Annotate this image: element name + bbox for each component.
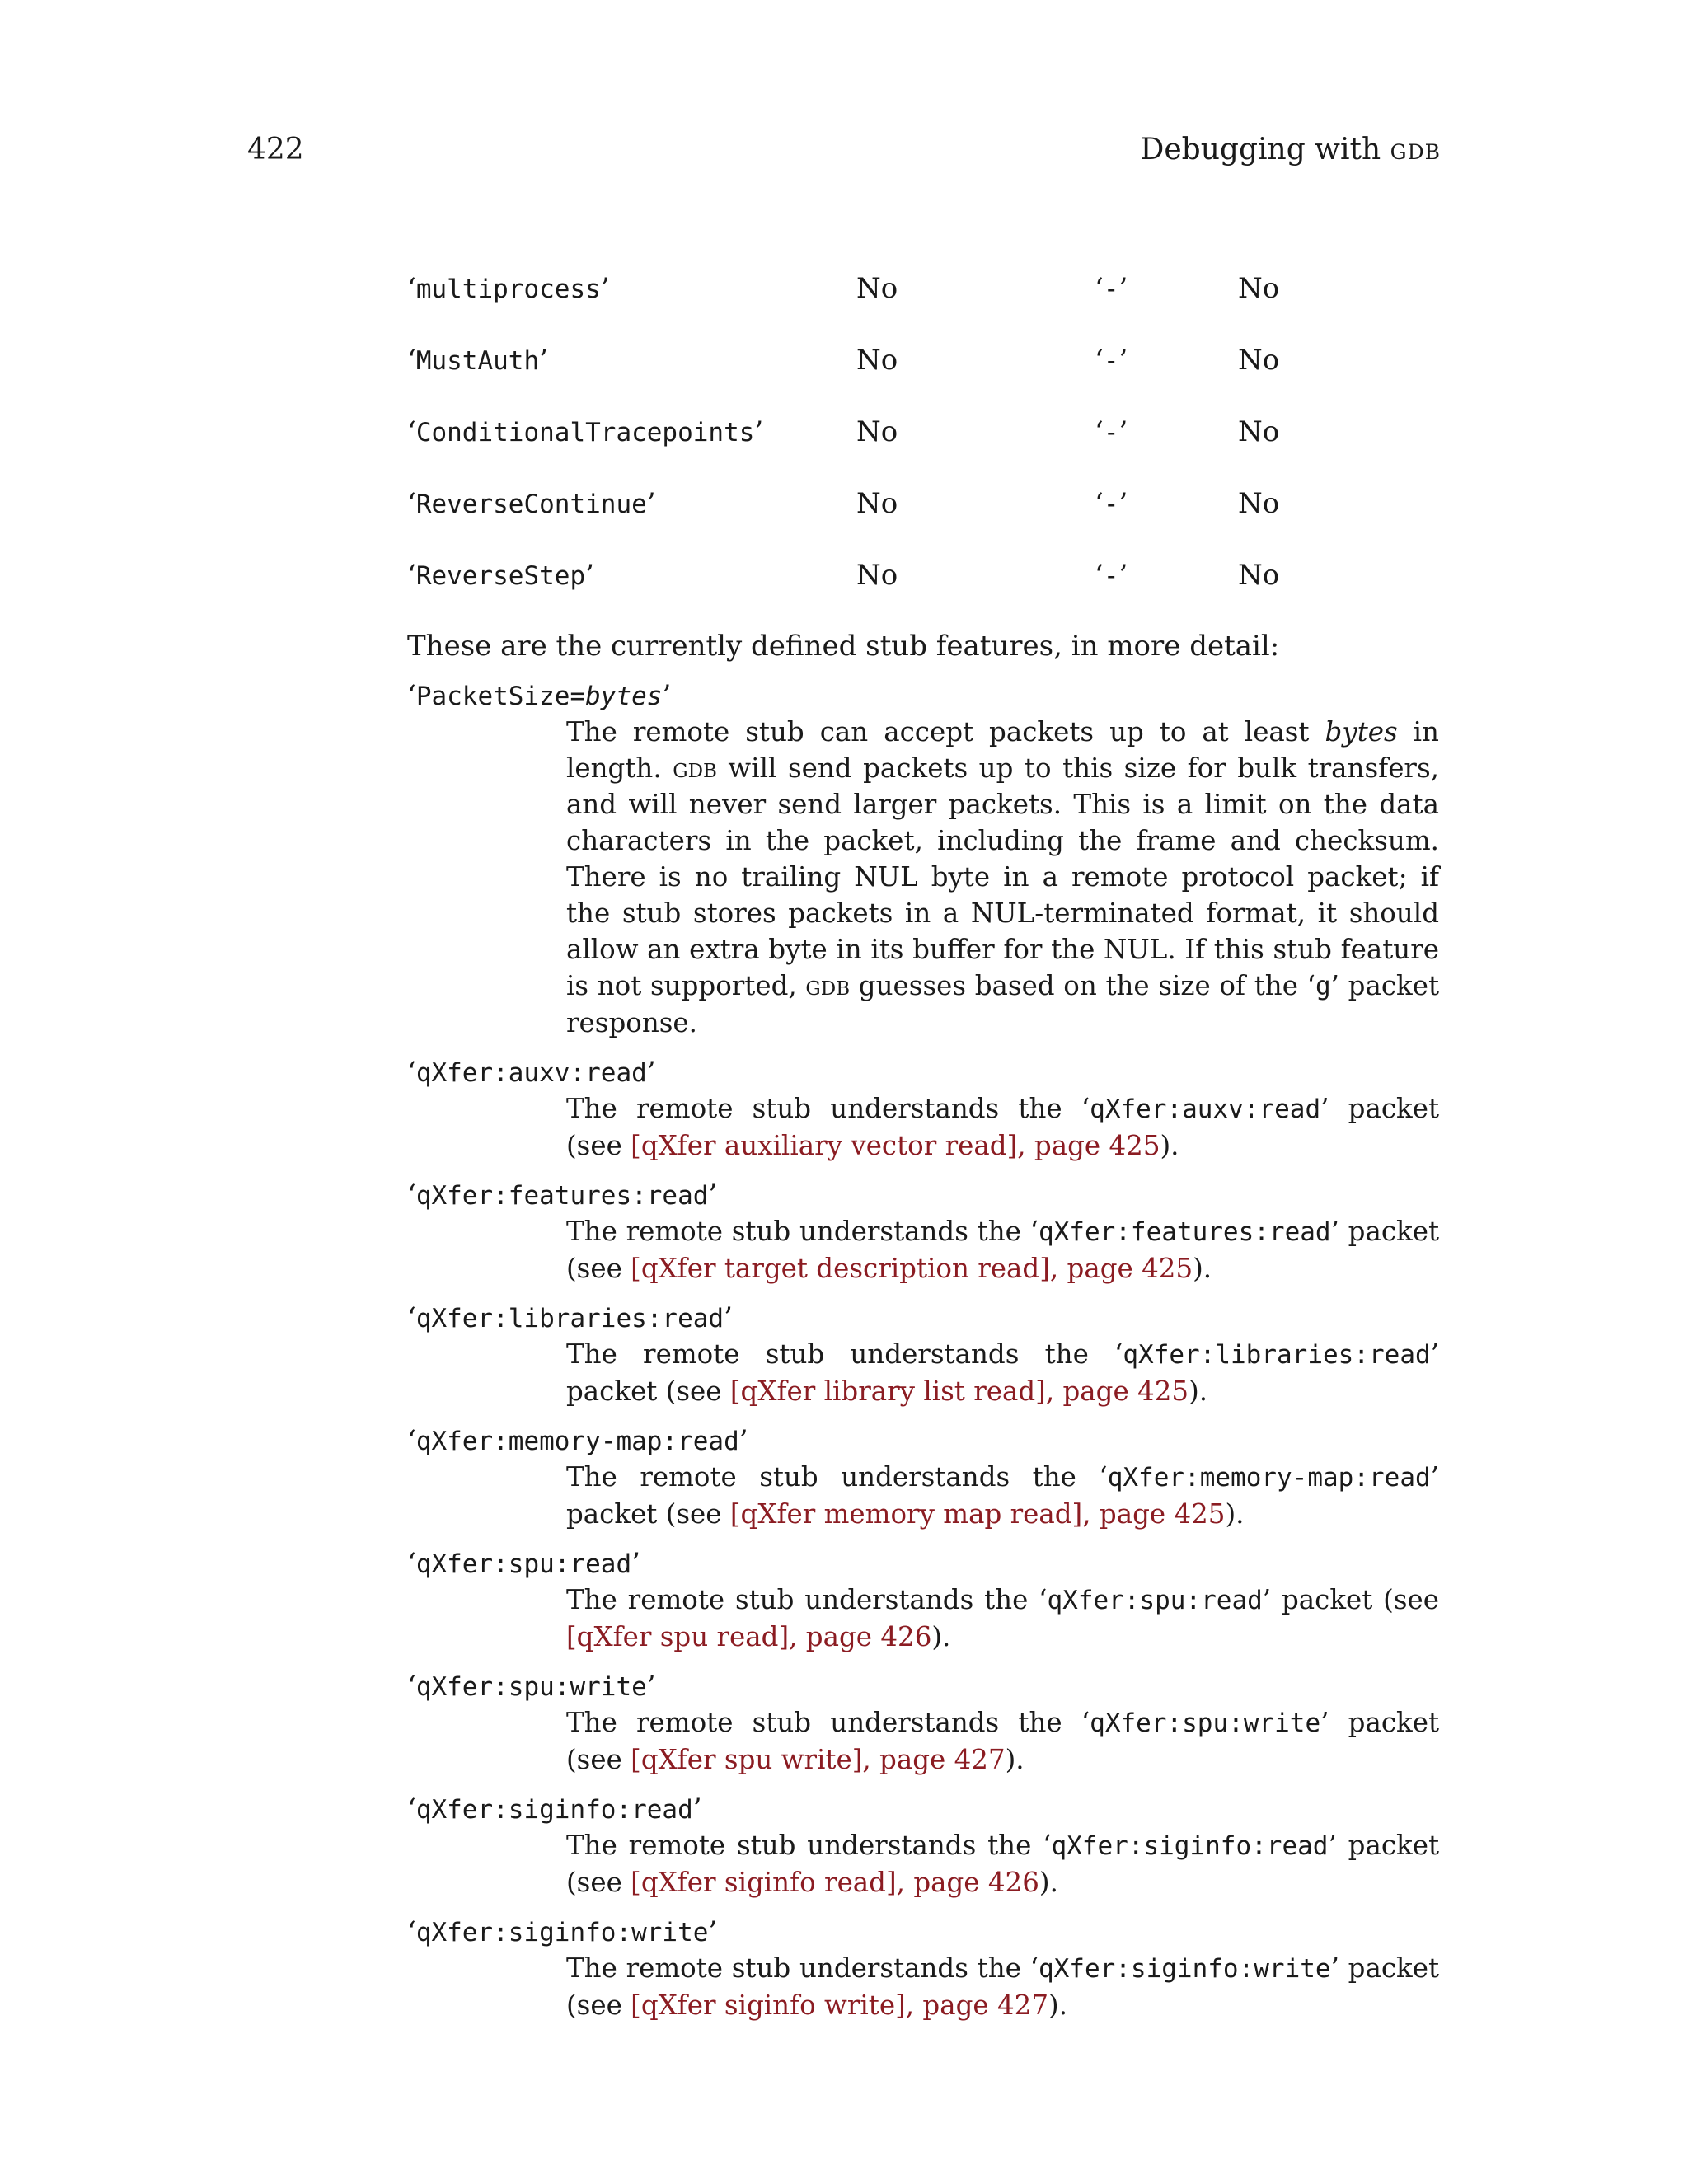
table-row [407, 337, 1446, 409]
cross-reference-link[interactable]: [qXfer spu read], page 426 [566, 1621, 932, 1652]
definition-description: The remote stub understands the ‘qXfer:libraries:read’ packet (see [qXfer library list read], page 425). [566, 1338, 1439, 1407]
table-row [407, 409, 1446, 480]
cross-reference-link[interactable]: [qXfer siginfo write], page 427 [631, 1990, 1049, 2021]
definition-term: ‘qXfer:spu:write’ [407, 1670, 656, 1703]
definition-description: The remote stub understands the ‘qXfer:spu:write’ packet (see [qXfer spu write], page 427). [566, 1707, 1440, 1775]
cross-reference-link[interactable]: [qXfer library list read], page 425 [729, 1376, 1189, 1407]
running-title-gdb: gdb [1390, 133, 1441, 166]
feature-col3: ‘-’ [1095, 559, 1128, 592]
feature-col2: No [856, 344, 898, 377]
definition-item [407, 1422, 1439, 1532]
definition-term: ‘qXfer:auxv:read’ [407, 1056, 656, 1089]
definition-description: The remote stub understands the ‘qXfer:features:read’ packet (see [qXfer target description read], page 425). [566, 1216, 1440, 1284]
definition-item [407, 1300, 1439, 1409]
definition-description: The remote stub understands the ‘qXfer:auxv:read’ packet (see [qXfer auxiliary vector read], page 425). [566, 1093, 1440, 1161]
feature-name: ‘multiprocess’ [407, 272, 610, 305]
definition-term: ‘qXfer:libraries:read’ [407, 1301, 733, 1334]
feature-col4: No [1238, 344, 1280, 377]
feature-col2: No [856, 559, 898, 592]
definition-term: ‘qXfer:features:read’ [407, 1179, 718, 1212]
table-row [407, 552, 1446, 624]
feature-name: ‘MustAuth’ [407, 344, 548, 377]
feature-col3: ‘-’ [1095, 487, 1128, 520]
definition-description: The remote stub understands the ‘qXfer:memory-map:read’ packet (see [qXfer memory map read], page 425). [566, 1461, 1439, 1530]
definition-description: The remote stub understands the ‘qXfer:siginfo:read’ packet (see [qXfer siginfo read], page 426). [566, 1830, 1440, 1898]
feature-col3: ‘-’ [1095, 272, 1128, 305]
definition-term: ‘PacketSize=bytes’ [407, 679, 672, 712]
definition-term: ‘qXfer:siginfo:write’ [407, 1915, 718, 1948]
definition-item [407, 1791, 1439, 1900]
feature-col4: No [1238, 487, 1280, 520]
definition-term: ‘qXfer:spu:read’ [407, 1547, 640, 1580]
cross-reference-link[interactable]: [qXfer spu write], page 427 [631, 1744, 1006, 1775]
stub-features-table [407, 265, 1446, 624]
definition-item [407, 1177, 1439, 1286]
definition-description: The remote stub understands the ‘qXfer:siginfo:write’ packet (see [qXfer siginfo write], page 427). [566, 1952, 1440, 2021]
table-row [407, 480, 1446, 552]
feature-col2: No [856, 415, 898, 448]
intro-paragraph: These are the currently defined stub features, in more detail: [407, 630, 1280, 663]
feature-col4: No [1238, 415, 1280, 448]
definition-item [407, 1545, 1439, 1655]
definition-term: ‘qXfer:memory-map:read’ [407, 1424, 748, 1457]
cross-reference-link[interactable]: [qXfer siginfo read], page 426 [631, 1867, 1039, 1898]
cross-reference-link[interactable]: [qXfer target description read], page 425 [631, 1253, 1193, 1284]
feature-col4: No [1238, 559, 1280, 592]
cross-reference-link[interactable]: [qXfer memory map read], page 425 [729, 1498, 1226, 1530]
feature-col4: No [1238, 272, 1280, 305]
definition-description: The remote stub understands the ‘qXfer:spu:read’ packet (see [qXfer spu read], page 426). [566, 1584, 1440, 1652]
definition-list [407, 677, 1439, 2036]
feature-name: ‘ConditionalTracepoints’ [407, 415, 764, 448]
cross-reference-link[interactable]: [qXfer auxiliary vector read], page 425 [631, 1130, 1160, 1161]
definition-item [407, 1054, 1439, 1164]
definition-packetsize [407, 677, 1439, 1041]
feature-col2: No [856, 487, 898, 520]
running-title [1141, 132, 1442, 168]
running-title-text: Debugging with [1140, 133, 1390, 166]
definition-term: ‘qXfer:siginfo:read’ [407, 1793, 702, 1825]
definition-description: The remote stub can accept packets up to at least bytes in length. gdb will send packets up to this size for bulk transfers, and will never send larger packets. This is a limit on the data characters in the packet, including the frame and checksum. There is no trailing NUL byte in a remote protocol packet; if the stub stores packets in a NUL-terminated format, it should allow an extra byte in its buffer for the NUL. If this stub feature is not supported, gdb guesses based on the size of the ‘g’ packet response. [566, 716, 1440, 1038]
page-number: 422 [247, 133, 304, 166]
definition-item [407, 1668, 1439, 1778]
table-row [407, 265, 1446, 337]
feature-name: ‘ReverseContinue’ [407, 487, 656, 520]
feature-col3: ‘-’ [1095, 415, 1128, 448]
definition-item [407, 1914, 1439, 2023]
feature-name: ‘ReverseStep’ [407, 559, 594, 592]
feature-col2: No [856, 272, 898, 305]
feature-col3: ‘-’ [1095, 344, 1128, 377]
